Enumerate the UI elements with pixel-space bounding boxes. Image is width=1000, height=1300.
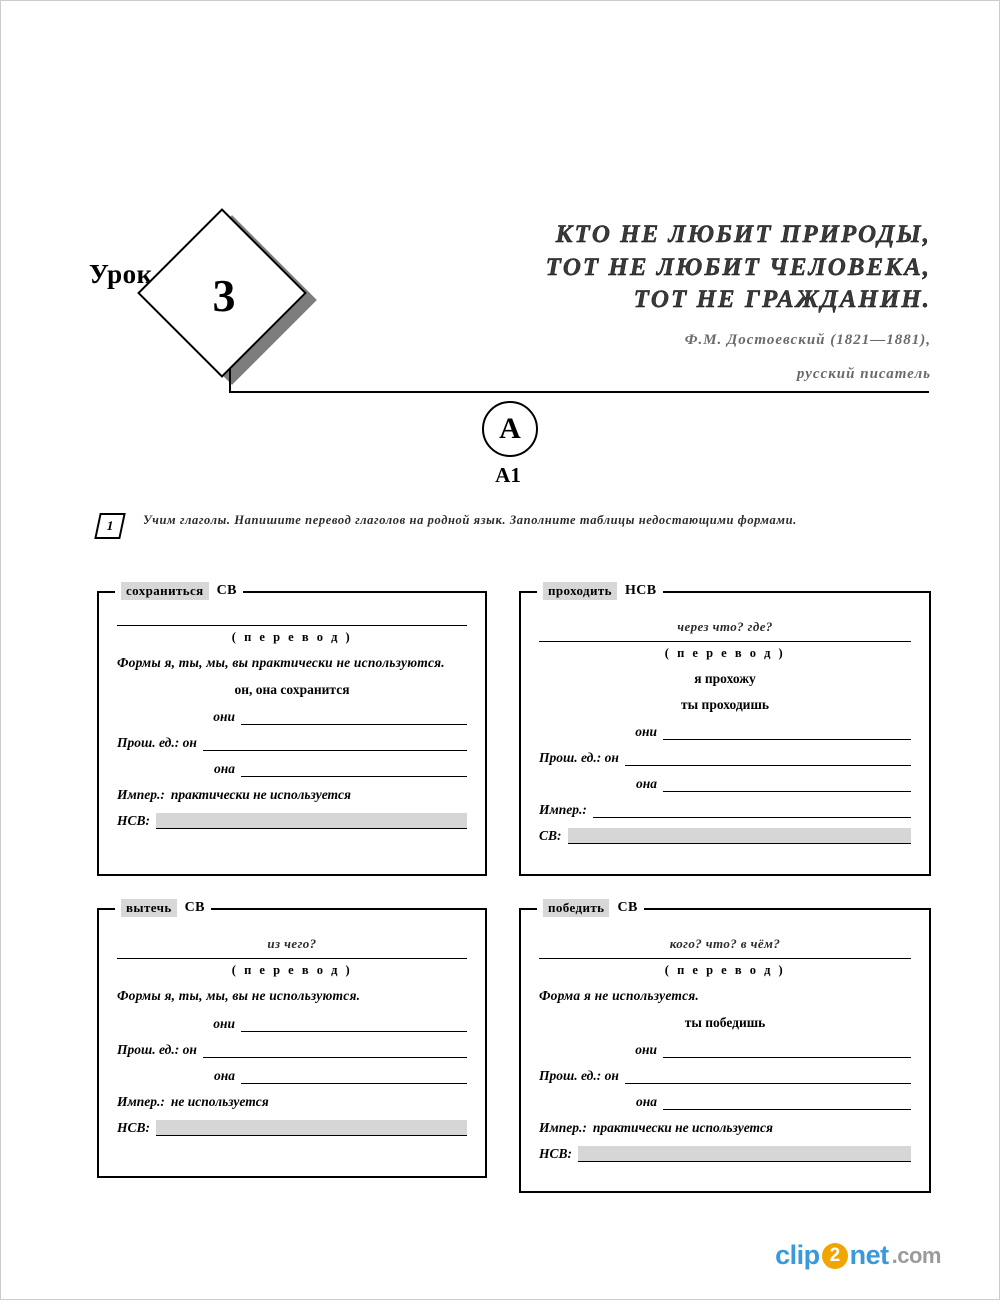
aspect-pair-label: НСВ: [117, 1119, 151, 1135]
past-row [539, 1065, 911, 1084]
epigraph-author-2: русский писатель [796, 366, 931, 382]
header-rule [229, 391, 929, 393]
imperative-blank[interactable] [593, 802, 911, 818]
past-fem-label: она [214, 760, 235, 776]
verb-aspect: СВ [184, 900, 205, 915]
header-rule-tick [229, 369, 231, 393]
conjugation-value: ты победишь [684, 1014, 766, 1030]
verb-infinitive: проходить [543, 582, 617, 600]
imperative-row [117, 1091, 467, 1110]
imperative-row [539, 1117, 911, 1136]
past-masc-label: Прош. ед.: он [117, 734, 197, 750]
conjugation-value: ты проходишь [681, 697, 769, 712]
imperative-label: Импер.: [117, 1093, 165, 1109]
aspect-pair-label: НСВ: [539, 1145, 573, 1161]
lesson-header [1, 101, 1000, 382]
translation-blank-line[interactable] [539, 641, 911, 642]
conjugation-pronoun: они [213, 708, 235, 724]
past-fem-blank[interactable] [241, 1068, 467, 1084]
verb-government: из чего? [267, 936, 317, 951]
conjugation-row [539, 695, 911, 714]
verb-government: через что? где? [677, 619, 773, 634]
aspect-pair-blank[interactable] [156, 813, 467, 829]
aspect-pair-row [117, 1117, 467, 1136]
translation-label: ( п е р е в о д ) [664, 963, 786, 977]
past-row [539, 747, 911, 766]
verb-box-body [521, 910, 929, 1176]
conjugation-value: он, она сохранится [234, 681, 350, 697]
past-row [539, 773, 911, 792]
lesson-word: Урок [89, 259, 153, 289]
watermark [775, 1240, 941, 1271]
conjugation-value: я прохожу [694, 671, 756, 686]
conjugation-row [117, 1013, 467, 1032]
verb-box [97, 583, 487, 876]
aspect-pair-label: СВ: [539, 828, 562, 843]
epigraph-line-1: КТО НЕ ЛЮБИТ ПРИРОДЫ, [555, 221, 931, 248]
conjugation-blank[interactable] [241, 1016, 467, 1032]
aspect-pair-label: НСВ: [117, 812, 151, 828]
lesson-number: 3 [212, 269, 236, 321]
verb-box-legend [537, 582, 663, 600]
past-row [117, 758, 467, 777]
verb-box-legend [115, 582, 243, 600]
verb-box-body [521, 593, 929, 858]
epigraph [371, 219, 931, 386]
verb-aspect: НСВ [624, 583, 657, 598]
imperative-value: практически не используется [170, 786, 351, 802]
conjugation-row [539, 1039, 911, 1058]
usage-note: Формы я, ты, мы, вы практически не используются. [117, 655, 445, 670]
past-fem-label: она [636, 1093, 657, 1109]
past-masc-label: Прош. ед.: он [539, 1067, 619, 1083]
past-fem-blank[interactable] [663, 1094, 911, 1110]
epigraph-line-3: ТОТ НЕ ГРАЖДАНИН. [633, 286, 931, 313]
conjugation-pronoun: они [635, 724, 657, 739]
epigraph-author-1: Ф.М. Достоевский (1821—1881), [684, 331, 931, 348]
translation-label: ( п е р е в о д ) [231, 963, 353, 977]
aspect-pair-blank[interactable] [578, 1146, 911, 1162]
past-masc-blank[interactable] [203, 1042, 467, 1058]
past-row [539, 1091, 911, 1110]
translation-blank-line[interactable] [117, 958, 467, 959]
verb-box [519, 583, 931, 876]
verb-infinitive: сохраниться [121, 582, 209, 600]
imperative-row [539, 799, 911, 818]
verb-box [97, 900, 487, 1178]
usage-note: Формы я, ты, мы, вы не используются. [117, 988, 361, 1003]
past-masc-label: Прош. ед.: он [117, 1041, 197, 1057]
past-fem-blank[interactable] [663, 776, 911, 792]
past-row [117, 1065, 467, 1084]
translation-blank-line[interactable] [117, 625, 467, 626]
conjugation-row [117, 680, 467, 699]
past-row [117, 1039, 467, 1058]
verb-box-legend [115, 899, 211, 917]
task-instruction: Учим глаголы. Напишите перевод глаголов на родной язык. Заполните таблицы недостающими формами. [143, 513, 797, 527]
aspect-pair-blank[interactable] [156, 1120, 467, 1136]
past-masc-blank[interactable] [625, 750, 911, 766]
imperative-label: Импер.: [117, 786, 165, 802]
verb-box-legend [537, 899, 644, 917]
imperative-row [117, 784, 467, 803]
imperative-label: Импер.: [539, 1119, 587, 1135]
task-number-marker: 1 [94, 513, 126, 539]
conjugation-pronoun: они [213, 1015, 235, 1031]
section-subtitle: A1 [495, 463, 521, 487]
verb-infinitive: вытечь [121, 899, 177, 917]
verb-infinitive: победить [543, 899, 609, 917]
aspect-pair-row [539, 825, 911, 844]
past-fem-blank[interactable] [241, 761, 467, 777]
translation-label: ( п е р е в о д ) [664, 646, 786, 660]
past-fem-label: она [214, 1067, 235, 1083]
conjugation-blank[interactable] [663, 724, 911, 740]
task-block [97, 509, 937, 532]
watermark-net-text: net [849, 1240, 889, 1270]
verb-box-body [99, 593, 485, 843]
aspect-pair-row [539, 1143, 911, 1162]
conjugation-blank[interactable] [663, 1042, 911, 1058]
epigraph-line-2: ТОТ НЕ ЛЮБИТ ЧЕЛОВЕКА, [545, 253, 931, 281]
section-letter-badge: A [482, 401, 538, 457]
watermark-two-badge: 2 [822, 1243, 848, 1269]
conjugation-blank[interactable] [241, 709, 467, 725]
verb-box-body [99, 910, 485, 1150]
translation-label: ( п е р е в о д ) [231, 630, 353, 644]
imperative-value: не используется [170, 1093, 269, 1109]
verb-box [519, 900, 931, 1193]
watermark-com-text: .com [891, 1242, 941, 1268]
conjugation-row [117, 706, 467, 725]
verb-government: кого? что? в чём? [669, 936, 781, 951]
past-row [117, 732, 467, 751]
past-fem-label: она [636, 776, 657, 791]
aspect-pair-row [117, 810, 467, 829]
imperative-label: Импер.: [539, 802, 587, 817]
conjugation-pronoun: они [635, 1041, 657, 1057]
past-masc-label: Прош. ед.: он [539, 750, 619, 765]
aspect-pair-blank[interactable] [568, 828, 911, 844]
verb-aspect: СВ [216, 583, 237, 598]
watermark-clip-text: clip [775, 1240, 820, 1270]
translation-blank-line[interactable] [539, 958, 911, 959]
conjugation-row [539, 1013, 911, 1032]
conjugation-row [539, 721, 911, 740]
past-masc-blank[interactable] [625, 1068, 911, 1084]
conjugation-row [539, 669, 911, 688]
usage-note: Форма я не используется. [539, 988, 699, 1003]
verb-aspect: СВ [617, 900, 638, 915]
imperative-value: практически не используется [592, 1119, 773, 1135]
past-masc-blank[interactable] [203, 735, 467, 751]
